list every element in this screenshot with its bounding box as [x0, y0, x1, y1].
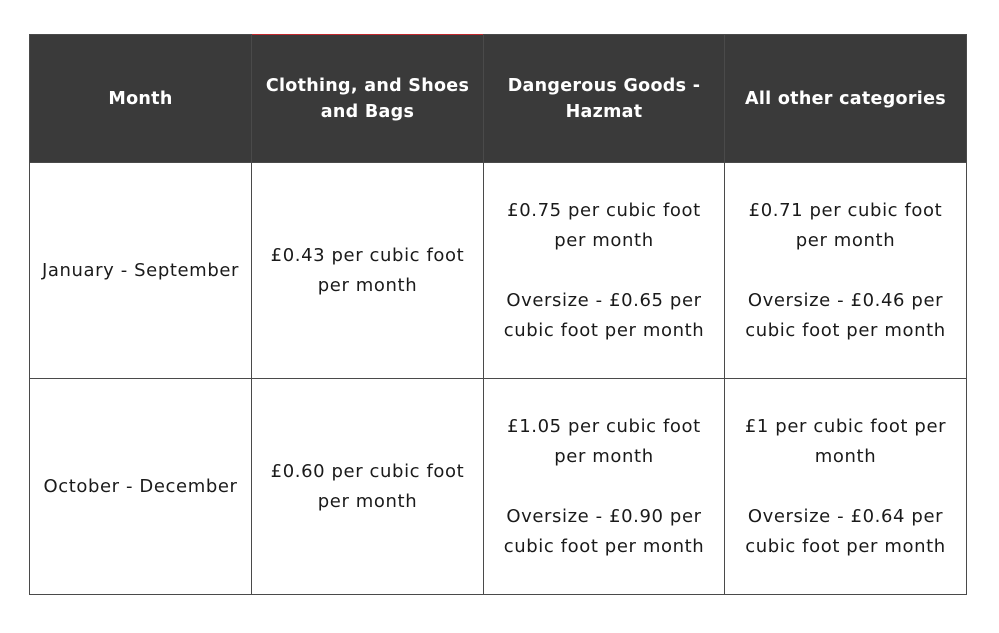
storage-fee-table	[29, 34, 967, 595]
table-row	[30, 163, 967, 379]
clothing-fee-cell	[252, 379, 484, 595]
clothing-fee: £0.43 per cubic foot per month	[270, 244, 465, 296]
month-cell: January - September	[30, 163, 252, 379]
other-fee-cell	[725, 163, 967, 379]
table-header	[30, 35, 967, 163]
header-row	[30, 35, 967, 163]
clothing-fee: £0.60 per cubic foot per month	[270, 460, 465, 512]
hazmat-standard-fee: £1.05 per cubic foot per month	[507, 415, 701, 467]
header-dangerous-goods: Dangerous Goods - Hazmat	[484, 35, 725, 163]
header-month: Month	[30, 35, 252, 163]
header-all-other-categories: All other categories	[725, 35, 967, 163]
table-body	[30, 163, 967, 595]
hazmat-oversize-fee: Oversize - £0.90 per cubic foot per month	[503, 505, 705, 557]
other-fee-cell	[725, 379, 967, 595]
other-standard-fee: £1 per cubic foot per month	[744, 415, 947, 467]
other-oversize-fee: Oversize - £0.64 per cubic foot per month	[745, 505, 946, 557]
header-clothing-shoes-bags: Clothing, and Shoes and Bags	[252, 35, 484, 163]
other-standard-fee: £0.71 per cubic foot per month	[748, 199, 943, 251]
hazmat-oversize-fee: Oversize - £0.65 per cubic foot per month	[503, 289, 705, 341]
table-row	[30, 379, 967, 595]
hazmat-fee-cell	[484, 379, 725, 595]
clothing-fee-cell	[252, 163, 484, 379]
other-oversize-fee: Oversize - £0.46 per cubic foot per month	[745, 289, 946, 341]
hazmat-fee-cell	[484, 163, 725, 379]
month-cell: October - December	[30, 379, 252, 595]
hazmat-standard-fee: £0.75 per cubic foot per month	[507, 199, 701, 251]
